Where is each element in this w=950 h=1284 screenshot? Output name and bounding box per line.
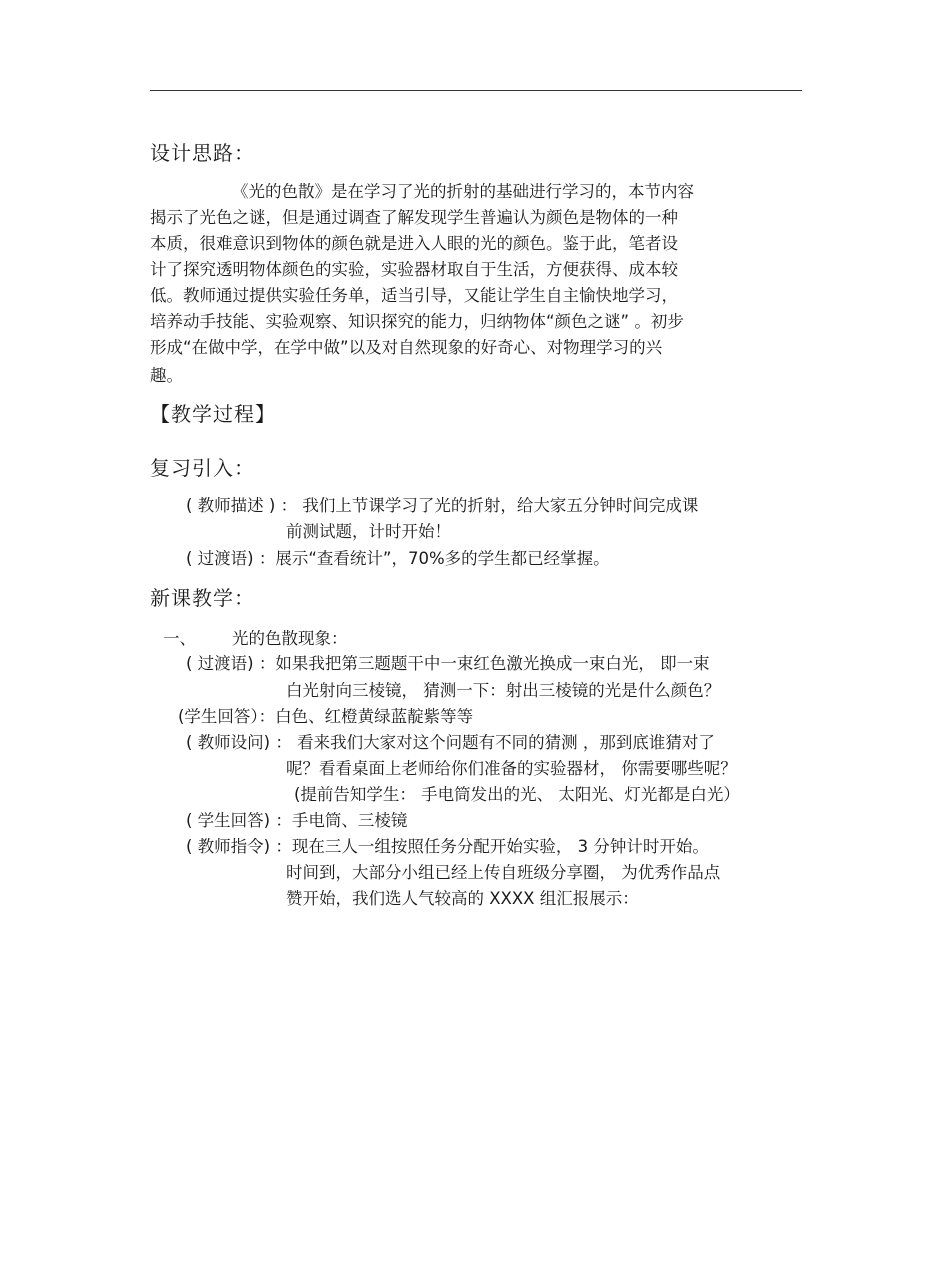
lesson-line: (学生回答）：白色、红橙黄绿蓝靛紫等等 <box>178 707 474 726</box>
lesson-line: 呢？看看桌面上老师给你们准备的实验器材， 你需要哪些呢？ <box>286 759 737 778</box>
design-line: 趣。 <box>150 366 183 385</box>
design-line: 本质，很难意识到物体的颜色就是进入人眼的光的颜色。鉴于此，笔者设 <box>150 234 678 253</box>
review-line: ( 教师描述 ) ： 我们上节课学习了光的折射，给大家五分钟时间完成课 <box>186 496 699 515</box>
lesson-line: ( 教师设问) ： 看来我们大家对这个问题有不同的猜测 ，那到底谁猜对了 <box>186 733 715 752</box>
review-heading: 复习引入： <box>150 456 255 480</box>
lesson-line: ( 学生回答) ：手电筒、三棱镜 <box>186 811 408 830</box>
review-line: ( 过渡语) ：展示“查看统计”，70%多的学生都已经掌握。 <box>186 549 610 568</box>
lesson-line: 白光射向三棱镜， 猜测一下：射出三棱镜的光是什么颜色？ <box>286 681 721 700</box>
section-number: 一、 <box>163 629 196 648</box>
section-title: 光的色散现象： <box>232 629 348 648</box>
design-line: 形成“在做中学，在学中做”以及对自然现象的好奇心、对物理学习的兴 <box>150 338 663 357</box>
lesson-line: 赞开始，我们选人气较高的 XXXX 组汇报展示： <box>286 889 639 908</box>
design-heading: 设计思路： <box>150 141 255 165</box>
section-heading <box>163 625 348 649</box>
design-line: 培养动手技能、实验观察、知识探究的能力，归纳物体“颜色之谜” 。初步 <box>150 312 684 331</box>
lesson-line: (提前告知学生： 手电筒发出的光、 太阳光、灯光都是白光） <box>294 785 740 804</box>
review-line: 前测试题，计时开始！ <box>286 522 451 541</box>
lesson-line: ( 过渡语) ：如果我把第三题题干中一束红色激光换成一束白光， 即一束 <box>186 654 710 673</box>
header-rule <box>150 90 802 91</box>
design-line: 计了探究透明物体颜色的实验，实验器材取自于生活，方便获得、成本较 <box>150 260 678 279</box>
design-line: 揭示了光色之谜，但是通过调查了解发现学生普遍认为颜色是物体的一种 <box>150 208 678 227</box>
design-line: 低。教师通过提供实验任务单，适当引导，又能让学生自主愉快地学习， <box>150 286 678 305</box>
process-heading: 【教学过程】 <box>150 402 276 426</box>
lesson-line: 时间到，大部分小组已经上传自班级分享圈， 为优秀作品点 <box>286 863 721 882</box>
newlesson-heading: 新课教学： <box>150 586 255 610</box>
lesson-line: ( 教师指令) ：现在三人一组按照任务分配开始实验， 3 分钟计时开始。 <box>186 837 709 856</box>
design-line: 《光的色散》是在学习了光的折射的基础进行学习的，本节内容 <box>232 182 694 201</box>
